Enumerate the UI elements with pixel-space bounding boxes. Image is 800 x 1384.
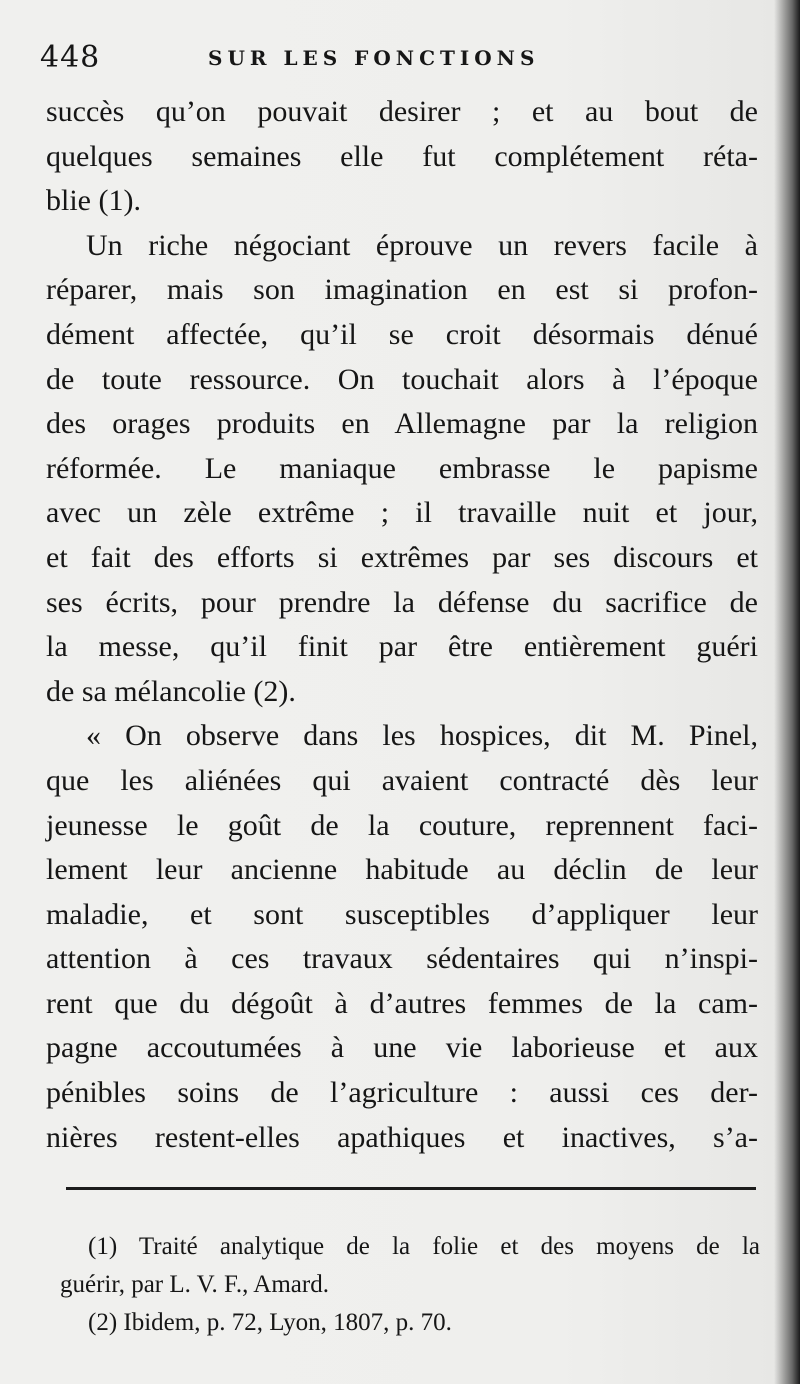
text-line: maladie, et sont susceptibles d’appliquer leur — [46, 897, 758, 931]
footnote-line: guérir, par L. V. F., Amard. — [60, 1271, 329, 1298]
footnote-line: (2) Ibidem, p. 72, Lyon, 1807, p. 70. — [88, 1309, 452, 1336]
text-line: de toute ressource. On touchait alors à l’époque — [46, 362, 758, 396]
text-line: jeunesse le goût de la couture, reprennent faci- — [46, 808, 758, 842]
text-line: nières restent-elles apathiques et inactives, s’a- — [46, 1120, 758, 1154]
text-line: réparer, mais son imagination en est si profon- — [46, 273, 758, 307]
text-line: pénibles soins de l’agriculture : aussi ces der- — [46, 1076, 758, 1110]
text-line: la messe, qu’il finit par être entièrement guéri — [46, 630, 758, 664]
text-line: ses écrits, pour prendre la défense du sacrifice de — [46, 585, 758, 619]
text-line: « On observe dans les hospices, dit M. Pinel, — [86, 719, 758, 753]
text-line: et fait des efforts si extrêmes par ses discours et — [46, 540, 758, 574]
text-line: dément affectée, qu’il se croit désormais dénué — [46, 317, 758, 351]
page-header — [40, 40, 760, 80]
text-line: de sa mélancolie (2). — [46, 674, 296, 708]
footnote-line: (1) Traité analytique de la folie et des moyens de la — [88, 1233, 760, 1260]
text-line: lement leur ancienne habitude au déclin de leur — [46, 853, 758, 887]
page-edge-shadow — [774, 0, 800, 1384]
running-head: SUR LES FONCTIONS — [208, 46, 540, 70]
text-line: réformée. Le maniaque embrasse le papisme — [46, 451, 758, 485]
text-line: attention à ces travaux sédentaires qui n’inspi- — [46, 942, 758, 976]
page-number: 448 — [40, 40, 101, 75]
text-line: rent que du dégoût à d’autres femmes de la cam- — [46, 986, 758, 1020]
text-line: quelques semaines elle fut complétement réta- — [46, 139, 758, 173]
text-line: blie (1). — [46, 184, 141, 218]
text-line: succès qu’on pouvait desirer ; et au bout de — [46, 95, 758, 128]
text-line: pagne accoutumées à une vie laborieuse et aux — [46, 1031, 758, 1065]
text-line: que les aliénées qui avaient contracté dès leur — [46, 763, 758, 797]
footnote-divider — [66, 1187, 756, 1190]
body-text — [46, 90, 758, 1160]
text-line: des orages produits en Allemagne par la religion — [46, 407, 758, 441]
footnotes — [60, 1228, 760, 1342]
text-line: Un riche négociant éprouve un revers facile à — [86, 228, 758, 262]
text-line: avec un zèle extrême ; il travaille nuit et jour, — [46, 496, 758, 530]
